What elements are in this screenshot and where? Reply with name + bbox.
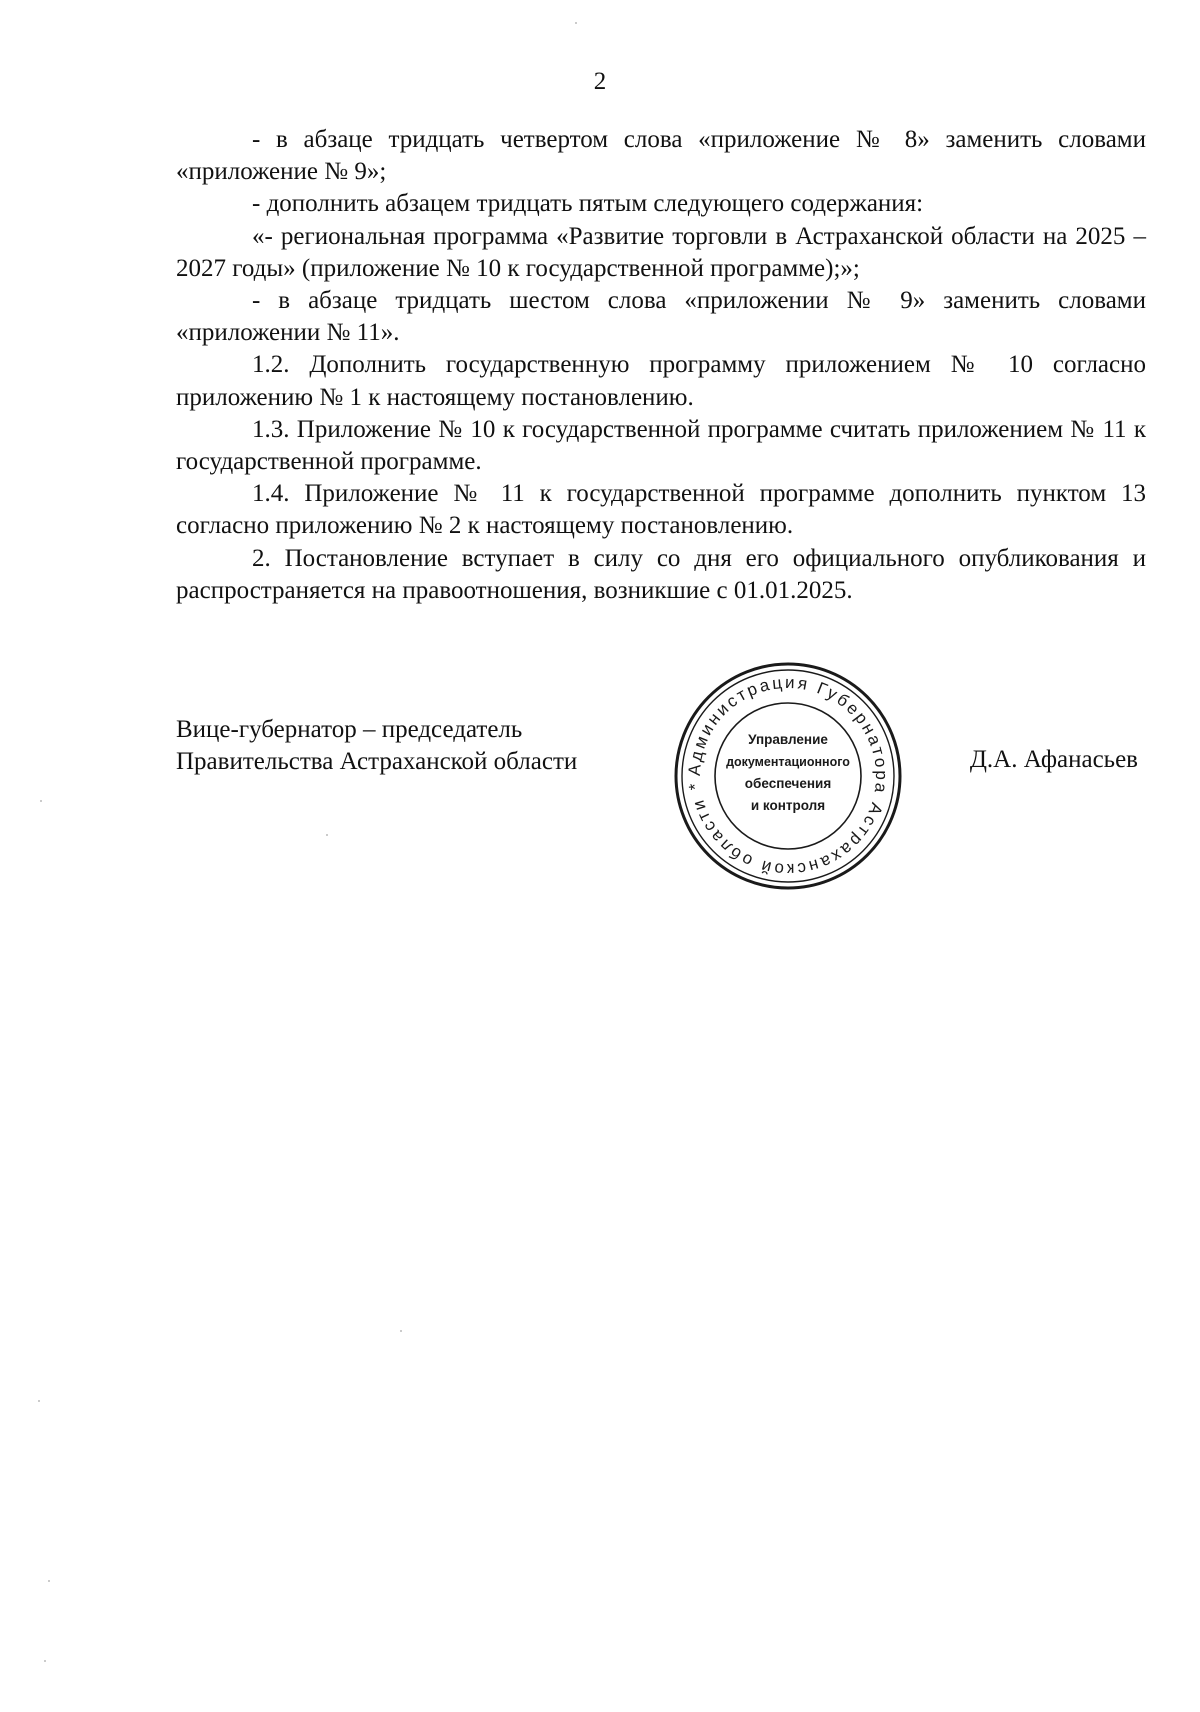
paragraph: - дополнить абзацем тридцать пятым следующего содержания: — [252, 190, 924, 218]
paragraph: - в абзаце тридцать четвертом слова «приложение № 8» заменить словами «приложение № 9»; — [176, 126, 1146, 186]
scan-speck — [48, 1580, 50, 1582]
scan-speck — [38, 1400, 40, 1402]
stamp-center-line: документационного — [726, 755, 850, 769]
signatory-position-line: Вице-губернатор – председатель — [176, 716, 523, 743]
scan-speck — [575, 22, 577, 24]
paragraph: 1.4. Приложение № 11 к государственной программе дополнить пунктом 13 согласно приложению № 2 к настоящему постановлению. — [176, 480, 1146, 540]
signatory-name: Д.А. Афанасьев — [969, 746, 1138, 773]
scan-speck — [326, 834, 328, 836]
scan-speck — [40, 800, 42, 802]
paragraph: «- региональная программа «Развитие торговли в Астраханской области на 2025 –2027 годы» (приложение № 10 к государственной программе);»; — [176, 222, 1146, 282]
stamp-center-line: обеспечения — [744, 776, 832, 791]
paragraph: 2. Постановление вступает в силу со дня его официального опубликования и распространяется на правоотношения, возникшие с 01.01.2025. — [176, 544, 1146, 604]
signatory-position-line: Правительства Астраханской области — [176, 748, 578, 775]
stamp-ring-text: Администрация Губернатора Астраханской области * — [684, 672, 892, 880]
page-number: 2 — [593, 68, 607, 95]
paragraph: 1.2. Дополнить государственную программу приложением № 10 согласно приложению № 1 к настоящему постановлению. — [176, 351, 1146, 411]
official-stamp — [672, 660, 904, 892]
scan-speck — [44, 1660, 46, 1662]
stamp-center-line: и контроля — [750, 798, 826, 813]
paragraph: 1.3. Приложение № 10 к государственной программе считать приложением № 11 к государственной программе. — [176, 415, 1146, 476]
paragraph: - в абзаце тридцать шестом слова «приложении № 9» заменить словами «приложении № 11». — [176, 287, 1146, 347]
stamp-center-line: Управление — [748, 732, 828, 747]
scan-speck — [400, 1330, 402, 1332]
document-body — [176, 124, 1146, 607]
signatory-position — [176, 714, 577, 778]
